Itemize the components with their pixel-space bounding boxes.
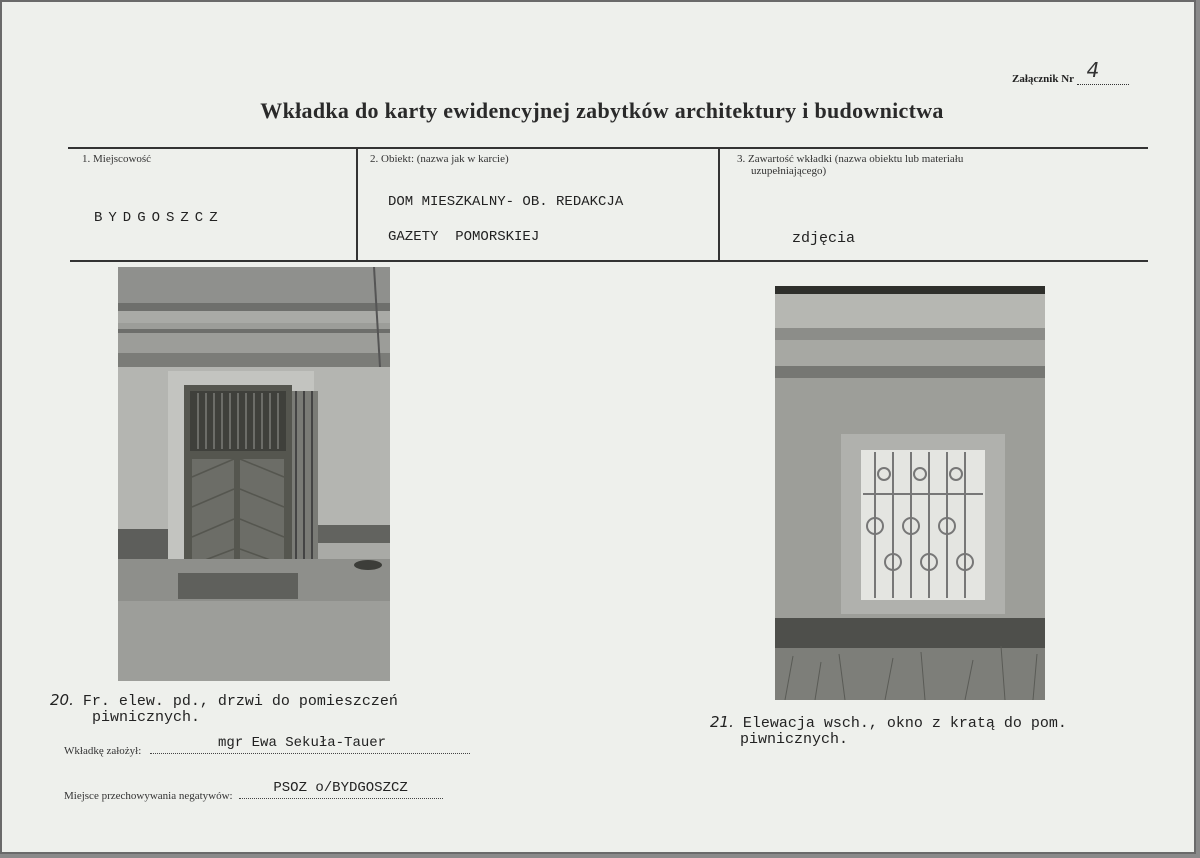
locality-label: 1. Miejscowość xyxy=(82,153,152,165)
object-value-line2: GAZETY POMORSKIEJ xyxy=(388,229,540,245)
negatives-value: PSOZ o/BYDGOSZCZ xyxy=(273,780,408,796)
photo-window-grille xyxy=(775,286,1045,700)
attachment-value: 4 xyxy=(1086,58,1100,82)
header-divider-2 xyxy=(718,147,720,260)
contents-label-line1: 3. Zawartość wkładki (nazwa obiektu lub materiału xyxy=(737,153,964,165)
photo-caption-21-cont: piwnicznych. xyxy=(740,731,849,748)
photo-caption-20-line1: Fr. elew. pd., drzwi do pomieszczeń xyxy=(82,693,398,710)
header-bottom-rule xyxy=(70,260,1148,262)
photo-number-20: 20. xyxy=(50,691,74,709)
author-line xyxy=(64,735,470,757)
negatives-label: Miejsce przechowywania negatywów: xyxy=(64,790,233,802)
header-top-rule xyxy=(68,147,1148,149)
attachment-label: Załącznik Nr xyxy=(1012,73,1074,85)
attachment-number xyxy=(1012,58,1129,85)
author-value: mgr Ewa Sekuła-Tauer xyxy=(218,735,387,751)
author-label: Wkładkę założył: xyxy=(64,745,142,757)
photo-caption-21 xyxy=(710,714,1067,732)
contents-label-line2: uzupełniającego) xyxy=(751,165,827,177)
photo-caption-20 xyxy=(50,692,398,710)
object-label: 2. Obiekt: (nazwa jak w karcie) xyxy=(370,153,509,165)
photo-number-21: 21. xyxy=(710,713,734,731)
object-value-line1: DOM MIESZKALNY- OB. REDAKCJA xyxy=(388,194,624,210)
locality-value: BYDGOSZCZ xyxy=(94,210,224,226)
contents-value: zdjęcia xyxy=(792,230,856,247)
photo-caption-20-cont: piwnicznych. xyxy=(92,709,201,726)
header-divider-1 xyxy=(356,147,358,260)
photo-doorway xyxy=(118,267,390,681)
page-title: Wkładka do karty ewidencyjnej zabytków architektury i budownictwa xyxy=(260,98,944,123)
photo-caption-21-line1: Elewacja wsch., okno z kratą do pom. xyxy=(742,715,1067,732)
negatives-location-line xyxy=(64,780,443,802)
